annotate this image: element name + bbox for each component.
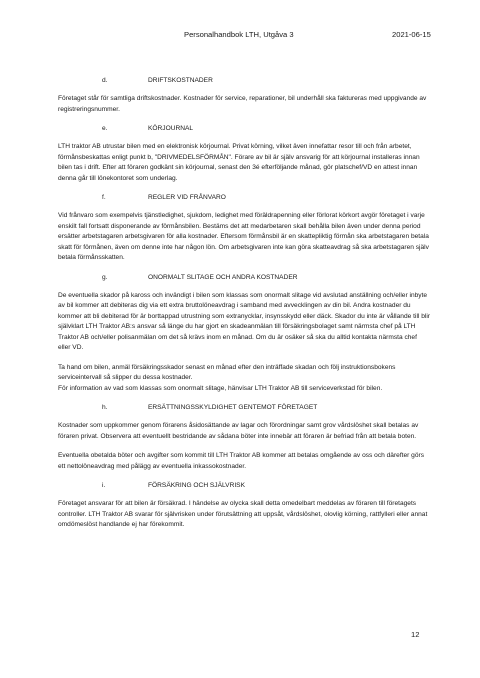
section-heading-f [58,193,430,202]
paragraph: För information av vad som klassas som onormalt slitage, hänvisar LTH Traktor AB till serviceverkstad för bilen. [58,384,383,392]
section-title: DRIFTSKOSTNADER [148,77,213,84]
section-letter: f. [102,194,106,201]
section-letter: h. [102,404,108,411]
section-heading-e [58,124,430,133]
section-heading-g [58,273,430,282]
document-body [58,76,430,540]
header-title: Personalhandbok LTH, Utgåva 3 [184,30,294,39]
section-title: ERSÄTTNINGSSKYLDIGHET GENTEMOT FÖRETAGET [148,404,318,411]
paragraph: Vid frånvaro som exempelvis tjänstledighet, sjukdom, ledighet med föräldrapenning eller förlorat körkort avgör företaget i varje enskilt fall fortsatt disponerande av förmånsbilen. Bestäms det att medarbetaren skall behålla bilen även under denna period ersätter arbetstagaren arbetsgivaren för alla kostnader. Eftersom förmånsbil är en skattepliktig förmån ska arbetstagaren betala skatt för förmånen, även om denne inte har någon lön. Om arbetsgivaren inte kan göra skatteavdrag så ska arbetstagaren själv betala förmånsskatten. [58,212,429,261]
paragraph: Företaget ansvarar för att bilen är försäkrad. I händelse av olycka skall detta omedelbart meddelas av föraren till företagets controller. LTH Traktor AB svarar för självrisken under förutsättning att uppsåt, vårdslöshet, olovlig körning, rattfylleri eller annat omdömeslöst handlande ej har förekommit. [58,500,428,528]
paragraph: De eventuella skador på kaross och invändigt i bilen som klassas som onormalt slitage vid avslutad anställning och/eller inbyte av bil kommer att debiteras dig via ett extra bruttolöneavdrag i samband med avvecklingen av din bil. Andra kostnader du kommer att bli debiterad för är borttappad utrustning som extranycklar, insynsskydd eller däck. Skador du inte är vållande till blir självklart LTH Traktor AB:s ansvar så länge du har gjort en skadeanmälan till försäkringsbolaget samt närmsta chef på LTH Traktor AB och/eller polisanmälan om det så krävs inom en månad. Om du är osäker så ska du alltid kontakta närmsta chef eller VD. [58,291,430,351]
section-heading-d [58,76,430,85]
page-number: 12 [411,630,420,639]
section-letter: e. [102,125,108,132]
paragraph: Företaget står för samtliga driftskostnader. Kostnader för service, reparationer, bil underhåll ska faktureras med uppgivande av registreringsnummer. [58,95,427,113]
section-heading-h [58,403,430,412]
paragraph: Eventuella obetalda böter och avgifter som kommit till LTH Traktor AB kommer att betalas omgående av oss och därefter görs ett nettolöneavdrag med pålägg av eventuella inkassokostnader. [58,452,425,470]
section-letter: d. [102,77,108,84]
section-title: REGLER VID FRÅNVARO [148,194,226,201]
paragraph: Ta hand om bilen, anmäl försäkringsskador senast en månad efter den inträffade skadan och följ instruktionsbokens serviceintervall så slipper du dessa kostnader. [58,363,396,381]
section-letter: i. [102,482,106,489]
section-letter: g. [102,273,108,281]
section-title: FÖRSÄKRING OCH SJÄLVRISK [148,482,245,489]
paragraph: Kostnader som uppkommer genom förarens åsidosättande av lagar och förordningar samt grov vårdslöshet skall betalas av föraren privat. Observera att eventuellt bestridande av sådana böter inte innebär att föraren är befriad från att betala boten. [58,422,419,440]
section-title: KÖRJOURNAL [148,125,194,132]
section-title: ONORMALT SLITAGE OCH ANDRA KOSTNADER [148,273,298,281]
paragraph: LTH traktor AB utrustar bilen med en elektronisk körjournal. Privat körning, vilket även innefattar resor till och från arbetet, förmånsbeskattas enligt punkt b, "DRIVMEDELSFÖRMÅN". Förare av bil är själv ansvarig för att körjournal installeras innan bilen tas i drift. Efter att föraren godkänt sin körjournal, senast den 3é efterföljande månad, gör platschef/VD en attest innan denna går till lönekontoret som underlag. [58,143,420,182]
header-date: 2021-06-15 [392,30,431,39]
section-heading-i [58,481,430,490]
